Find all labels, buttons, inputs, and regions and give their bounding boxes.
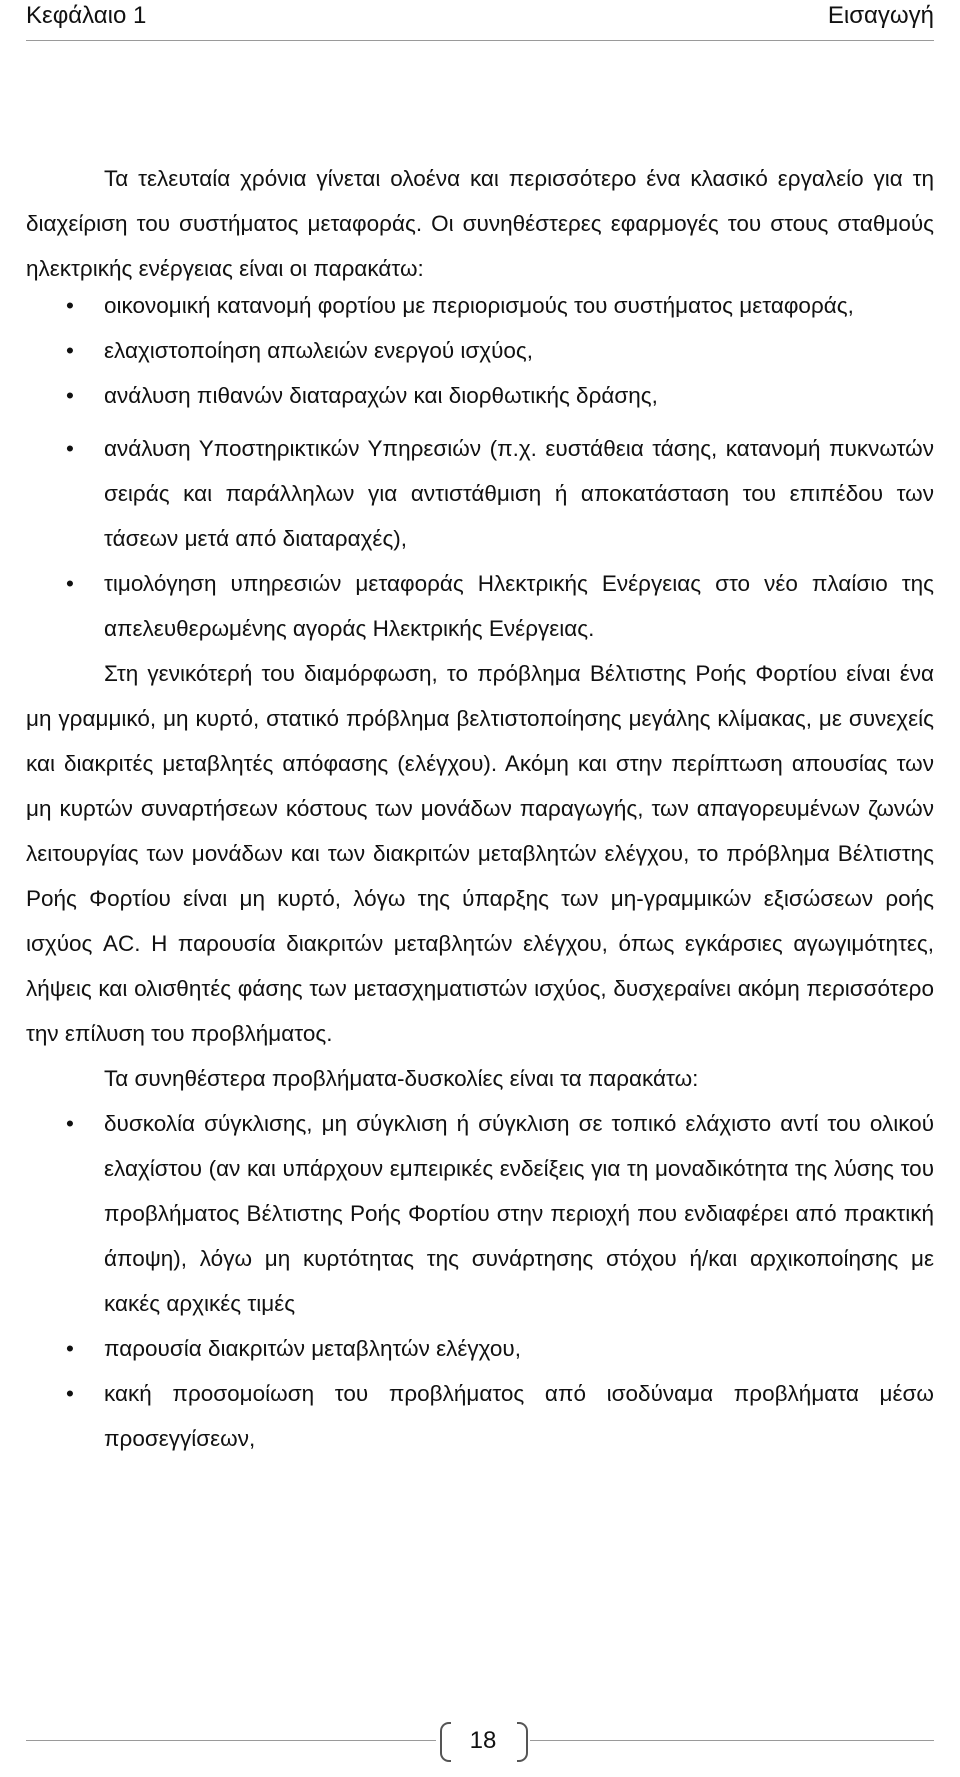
list-item: [26, 561, 934, 651]
list-item-text: παρουσία διακριτών μεταβλητών ελέγχου,: [104, 1336, 521, 1361]
list-item: [26, 1371, 934, 1461]
list-item: [26, 426, 934, 561]
footer-rule-left: [26, 1740, 436, 1741]
page-number: 18: [469, 1727, 497, 1754]
list-item-text: ανάλυση Υποστηρικτικών Υπηρεσιών (π.χ. ευστάθεια τάσης, κατανομή πυκνωτών σειράς και παράλληλων για αντιστάθμιση ή αποκατάσταση του επιπέδου των τάσεων μετά από διαταραχές),: [104, 436, 934, 551]
list-item-text: ανάλυση πιθανών διαταραχών και διορθωτικής δράσης,: [104, 383, 658, 408]
bullet-icon: •: [66, 383, 74, 408]
list-item-text: οικονομική κατανομή φορτίου με περιορισμούς του συστήματος μεταφοράς,: [104, 293, 854, 318]
right-brace-icon: [517, 1722, 528, 1762]
list-item: [26, 381, 934, 411]
section-title: Εισαγωγή: [827, 2, 934, 29]
chapter-label: Κεφάλαιο 1: [26, 2, 147, 29]
page-header: [26, 0, 934, 38]
problems-list: [26, 1101, 934, 1461]
list-item-text: δυσκολία σύγκλισης, μη σύγκλιση ή σύγκλιση σε τοπικό ελάχιστο αντί του ολικού ελαχίστου (αν και υπάρχουν εμπειρικές ενδείξεις για τη μοναδικότητα της λύσης του προβλήματος Βέλτιστης Ροής Φορτίου στην περιοχή που ενδιαφέρει από πρακτική άποψη), λόγω μη κυρτότητας της συνάρτησης στόχου ή/και αρχικοποίησης με κακές αρχικές τιμές: [104, 1111, 934, 1316]
page-body: [26, 156, 934, 1461]
body-paragraph: Στη γενικότερή του διαμόρφωση, το πρόβλημα Βέλτιστης Ροής Φορτίου είναι ένα μη γραμμικό, μη κυρτό, στατικό πρόβλημα βελτιστοποίησης μεγάλης κλίμακας, με συνεχείς και διακριτές μεταβλητές απόφασης (ελέγχου). Ακόμη και στην περίπτωση απουσίας των μη κυρτών συναρτήσεων κόστους των μονάδων παραγωγής, των απαγορευμένων ζωνών λειτουργίας των μονάδων και των διακριτών μεταβλητών ελέγχου, το πρόβλημα Βέλτιστης Ροής Φορτίου είναι μη κυρτό, λόγω της ύπαρξης των μη-γραμμικών εξισώσεων ροής ισχύος AC. Η παρουσία διακριτών μεταβλητών ελέγχου, όπως εγκάρσιες αγωγιμότητες, λήψεις και ολισθητές φάσης των μετασχηματιστών ισχύος, δυσχεραίνει ακόμη περισσότερο την επίλυση του προβλήματος.: [26, 661, 934, 1046]
list-item-text: τιμολόγηση υπηρεσιών μεταφοράς Ηλεκτρικής Ενέργειας στο νέο πλαίσιο της απελευθερωμένης αγοράς Ηλεκτρικής Ενέργειας.: [104, 571, 934, 641]
list-item: [26, 1101, 934, 1326]
bullet-icon: •: [66, 571, 74, 596]
list-item: [26, 336, 934, 366]
bullet-icon: •: [66, 338, 74, 363]
bullet-icon: •: [66, 1111, 74, 1136]
bullet-icon: •: [66, 1336, 74, 1361]
footer-rule-right: [530, 1740, 934, 1741]
bullet-icon: •: [66, 293, 74, 318]
list-item-text: ελαχιστοποίηση απωλειών ενεργού ισχύος,: [104, 338, 534, 363]
bullet-icon: •: [66, 1381, 74, 1406]
list-item: [26, 1326, 934, 1371]
left-brace-icon: [440, 1722, 451, 1762]
page-footer: [0, 1722, 960, 1760]
problems-intro-paragraph: Τα συνηθέστερα προβλήματα-δυσκολίες είναι τα παρακάτω:: [104, 1066, 699, 1091]
bullet-icon: •: [66, 436, 74, 461]
header-rule: [26, 40, 934, 41]
intro-paragraph: Τα τελευταία χρόνια γίνεται ολοένα και περισσότερο ένα κλασικό εργαλείο για τη διαχείριση του συστήματος μεταφοράς. Οι συνηθέστερες εφαρμογές του στους σταθμούς ηλεκτρικής ενέργειας είναι οι παρακάτω:: [26, 166, 934, 281]
list-item-text: κακή προσομοίωση του προβλήματος από ισοδύναμα προβλήματα μέσω προσεγγίσεων,: [104, 1381, 934, 1451]
list-item: [26, 291, 934, 321]
applications-list: [26, 291, 934, 651]
